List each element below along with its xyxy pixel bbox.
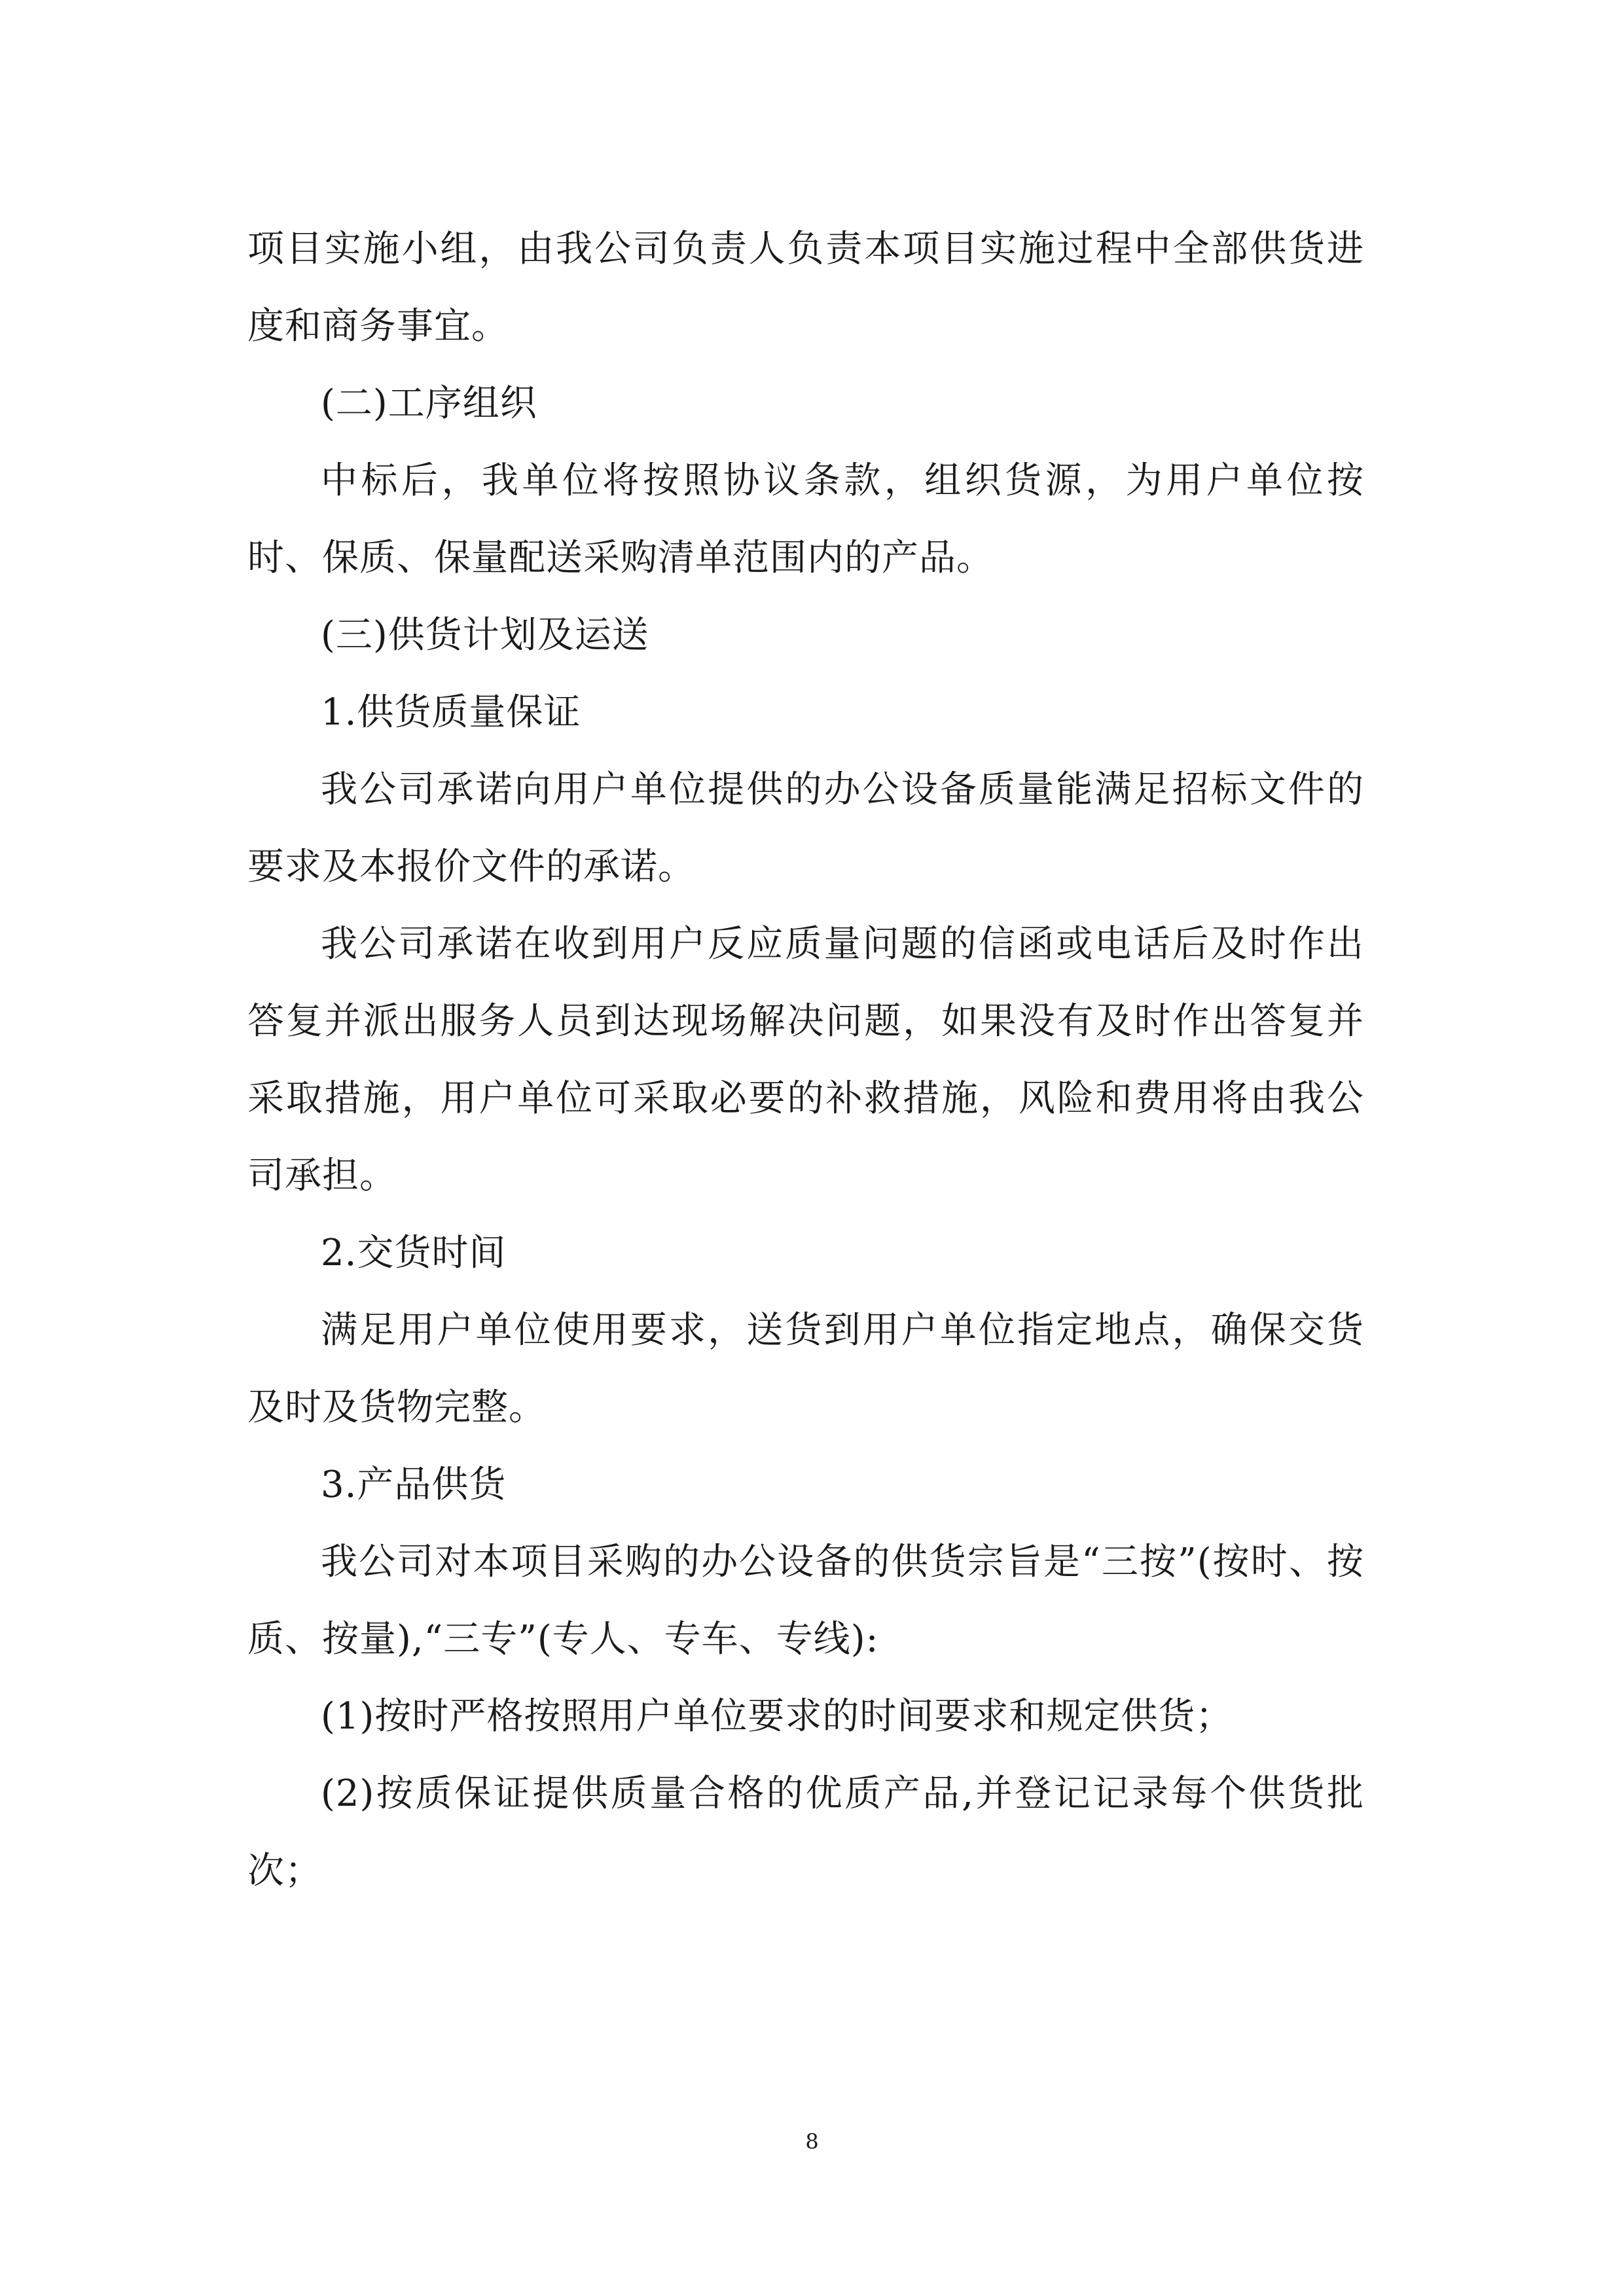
page-number: 8 <box>805 2129 819 2154</box>
section-heading-process-organization: (二)工序组织 <box>321 382 537 425</box>
paragraph-after-award: 中标后，我单位将按照协议条款，组织货源，为用户单位按时、保质、保量配送采购清单范围内的产品。 <box>247 459 1364 579</box>
section-heading-supply-plan: (三)供货计划及运送 <box>321 614 649 656</box>
document-body <box>247 211 1364 1910</box>
list-item-on-quality: (2)按质保证提供质量合格的优质产品,并登记记录每个供货批次； <box>247 1772 1364 1892</box>
subheading-delivery-time: 2.交货时间 <box>321 1232 507 1274</box>
paragraph-continuation: 项目实施小组，由我公司负责人负责本项目实施过程中全部供货进度和商务事宜。 <box>247 228 1364 348</box>
list-item-on-time: (1)按时严格按照用户单位要求的时间要求和规定供货； <box>321 1695 1233 1738</box>
paragraph-response-commitment: 我公司承诺在收到用户反应质量问题的信函或电话后及时作出答复并派出服务人员到达现场解决问题，如果没有及时作出答复并采取措施，用户单位可采取必要的补救措施，风险和费用将由我公司承担。 <box>247 923 1364 1197</box>
paragraph-supply-principles: 我公司对本项目采购的办公设备的供货宗旨是“三按”(按时、按质、按量),“三专”(专人、专车、专线): <box>247 1541 1364 1660</box>
paragraph-quality-commitment: 我公司承诺向用户单位提供的办公设备质量能满足招标文件的要求及本报价文件的承诺。 <box>247 768 1364 888</box>
subheading-product-supply: 3.产品供货 <box>321 1463 507 1506</box>
paragraph-delivery-requirements: 满足用户单位使用要求，送货到用户单位指定地点，确保交货及时及货物完整。 <box>247 1309 1364 1429</box>
subheading-quality-assurance: 1.供货质量保证 <box>321 691 581 734</box>
